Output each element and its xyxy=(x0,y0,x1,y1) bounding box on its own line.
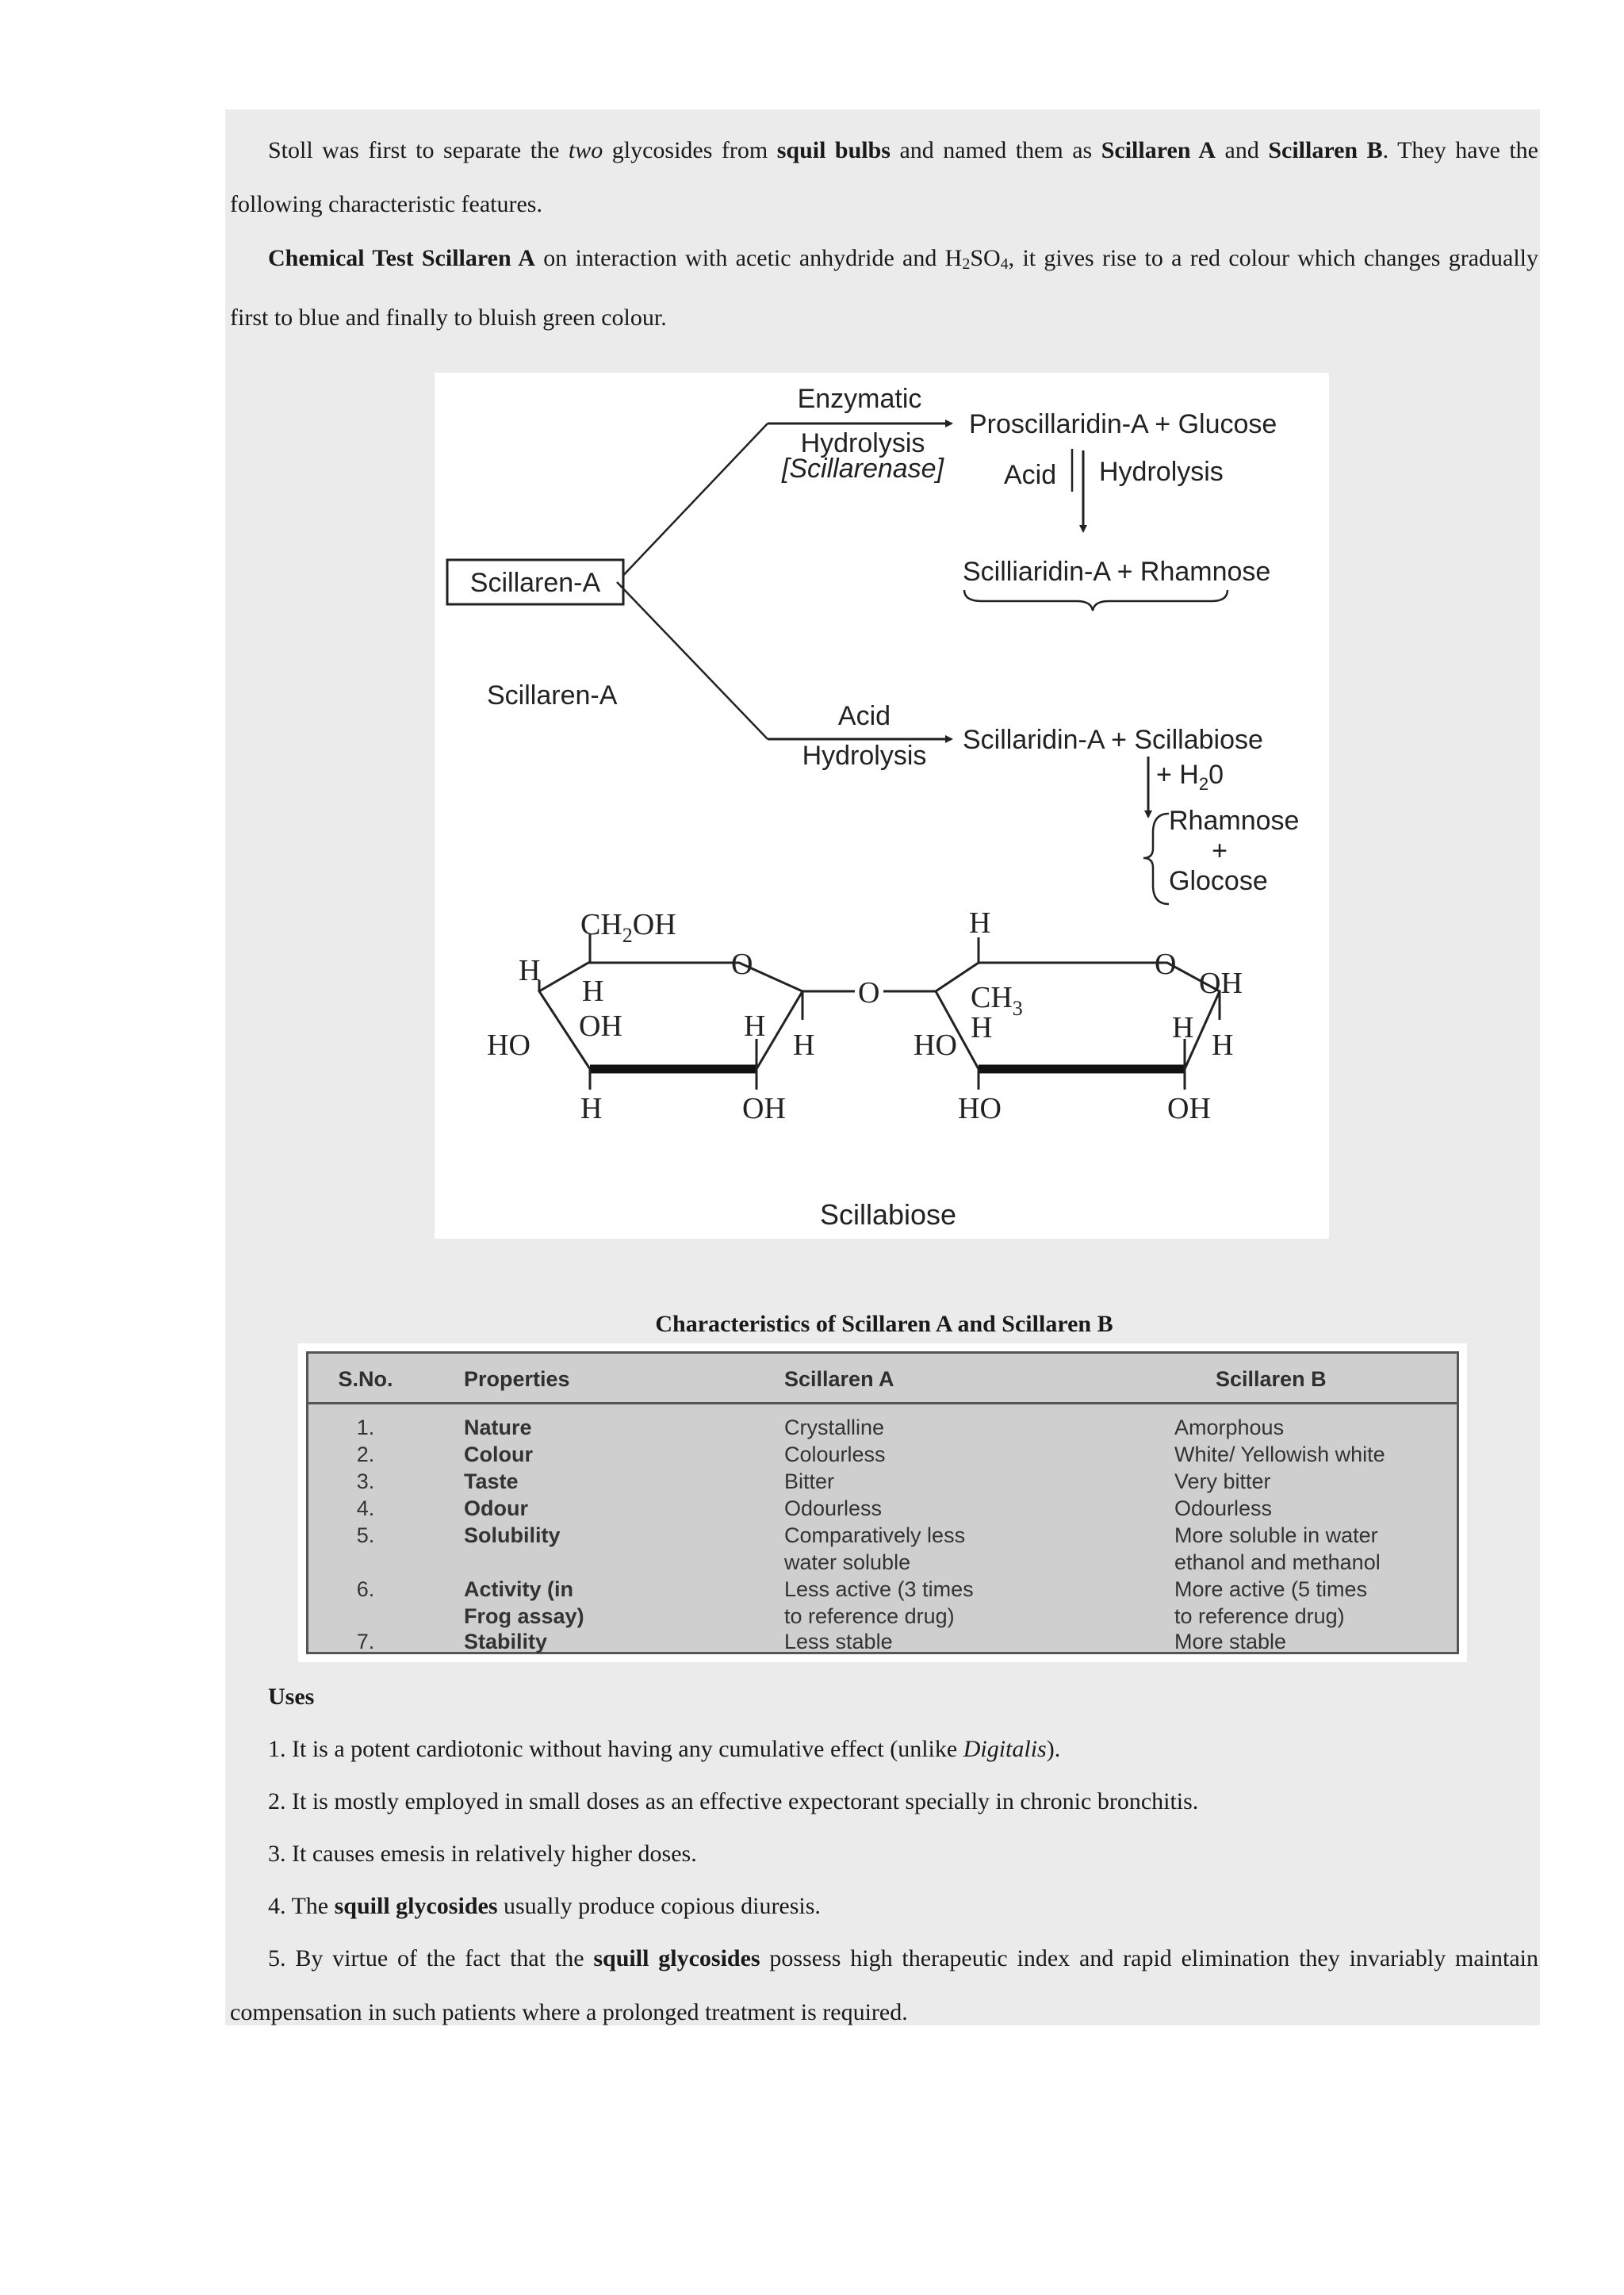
rhamnose-label: Rhamnose xyxy=(1169,806,1300,836)
row-2-scillaren-b: White/ Yellowish white xyxy=(1174,1443,1385,1466)
upper-branch-line xyxy=(617,423,768,582)
hydrolysis-scheme-figure xyxy=(435,373,1329,1239)
row-2-property: Colour xyxy=(464,1443,533,1466)
row-5-scillaren-b: More soluble in water xyxy=(1174,1523,1378,1547)
atom-h-7: H xyxy=(971,1011,993,1044)
atom-h-1: H xyxy=(519,954,541,987)
row-6-scillaren-b-cont: to reference drug) xyxy=(1174,1604,1345,1628)
row-6-scillaren-a: Less active (3 times xyxy=(784,1577,974,1601)
ch2oh-group: $CH_2OH$ xyxy=(580,908,676,947)
products-brace xyxy=(1143,814,1169,904)
row-1-property: Nature xyxy=(464,1416,532,1439)
scillaren-a-box-label: Scillaren-A xyxy=(469,568,601,598)
atom-oh-4: OH xyxy=(1167,1092,1211,1125)
row-7-scillaren-b: More stable xyxy=(1174,1630,1287,1653)
row-6-number: 6. xyxy=(356,1577,375,1601)
scillaridin-scillabiose-label: Scillaridin-A + Scillabiose xyxy=(963,725,1263,755)
atom-oh-3: OH xyxy=(1199,967,1243,1000)
row-6-scillaren-a-cont: to reference drug) xyxy=(784,1604,955,1628)
row-1-number: 1. xyxy=(356,1416,375,1439)
atom-h-9: H xyxy=(1212,1029,1234,1062)
atom-ho-3: HO xyxy=(958,1092,1002,1125)
header-scillaren-b: Scillaren B xyxy=(1216,1367,1327,1391)
use-item-1: 1. It is a potent cardiotonic without having any cumulative effect (unlike Digitalis). xyxy=(268,1736,1061,1762)
scillabiose-structure xyxy=(487,906,1243,1231)
characteristics-table xyxy=(298,1343,1467,1662)
atom-h-3: H xyxy=(744,1010,766,1043)
ch3-group: $CH_3$ xyxy=(971,981,1023,1020)
intro-paragraph-1: Stoll was first to separate the two glycosides from squil bulbs and named them as Scillaren A and Scillaren B. They have the following characteristic features. xyxy=(230,137,1538,217)
atom-ho-1: HO xyxy=(487,1029,530,1062)
hydrolysis-label-3: Hydrolysis xyxy=(802,741,927,771)
header-sno: S.No. xyxy=(338,1367,393,1391)
hydrolysis-label-1: Hydrolysis xyxy=(800,428,925,458)
proscillaridin-glucose-label: Proscillaridin-A + Glucose xyxy=(969,409,1277,439)
lower-branch-line xyxy=(617,582,768,739)
row-5-scillaren-a: Comparatively less xyxy=(784,1523,966,1547)
atom-oh-1: OH xyxy=(579,1010,622,1043)
header-properties: Properties xyxy=(464,1367,570,1391)
uses-heading: Uses xyxy=(268,1684,315,1710)
hydrolysis-scheme-diagram xyxy=(435,373,1329,1239)
table-caption: Characteristics of Scillaren A and Scillaren B xyxy=(655,1311,1113,1337)
plus-label: + xyxy=(1212,836,1228,866)
scilliaridin-rhamnose-label: Scilliaridin-A + Rhamnose xyxy=(963,557,1271,587)
header-scillaren-a: Scillaren A xyxy=(784,1367,894,1391)
product-brace xyxy=(964,590,1228,611)
atom-h-8: H xyxy=(1172,1011,1194,1044)
atom-h-4: H xyxy=(793,1029,815,1062)
atom-oh-2: OH xyxy=(742,1092,786,1125)
row-6-property-cont: Frog assay) xyxy=(464,1604,584,1628)
row-3-scillaren-a: Bitter xyxy=(784,1469,835,1493)
row-2-scillaren-a: Colourless xyxy=(784,1443,886,1466)
glycosidic-oxygen: O xyxy=(858,976,880,1010)
row-5-property: Solubility xyxy=(464,1523,561,1547)
hydrolysis-label-2: Hydrolysis xyxy=(1099,457,1224,487)
use-item-2: 2. It is mostly employed in small doses as an effective expectorant specially in chronic bronchitis. xyxy=(268,1788,1199,1814)
row-6-property: Activity (in xyxy=(464,1577,574,1601)
scillarenase-label: [Scillarenase] xyxy=(781,454,944,484)
row-4-number: 4. xyxy=(356,1496,375,1520)
plus-h2o-label: + $H_20$ xyxy=(1156,760,1224,794)
use-item-5: 5. By virtue of the fact that the squill glycosides possess high therapeutic index and rapid elimination they invariably maintain compensation in such patients where a prolonged treatment is required. xyxy=(230,1945,1539,2025)
acid-label-2: Acid xyxy=(837,701,891,731)
row-4-scillaren-a: Odourless xyxy=(784,1496,883,1520)
row-6-scillaren-b: More active (5 times xyxy=(1174,1577,1368,1601)
use-item-4: 4. The squill glycosides usually produce copious diuresis. xyxy=(268,1893,821,1919)
row-3-scillaren-b: Very bitter xyxy=(1174,1469,1271,1493)
ring-oxygen-1: O xyxy=(731,948,753,981)
ring-oxygen-2: O xyxy=(1155,948,1177,981)
chemical-test-paragraph: Chemical Test Scillaren A on interaction with acetic anhydride and $H_2SO_4$, it gives rise to a red colour which changes gradually first to blue and finally to bluish green colour. xyxy=(230,245,1539,331)
table-header-row xyxy=(308,1354,1457,1404)
glocose-label: Glocose xyxy=(1169,866,1268,896)
row-4-property: Odour xyxy=(464,1496,528,1520)
row-1-scillaren-a: Crystalline xyxy=(784,1416,885,1439)
row-7-property: Stability xyxy=(464,1630,548,1653)
acid-label-1: Acid xyxy=(1004,460,1057,490)
table-body xyxy=(306,1351,1459,1654)
row-4-scillaren-b: Odourless xyxy=(1174,1496,1273,1520)
row-3-property: Taste xyxy=(464,1469,519,1493)
row-3-number: 3. xyxy=(356,1469,375,1493)
row-2-number: 2. xyxy=(356,1443,375,1466)
scillaren-a-label: Scillaren-A xyxy=(487,680,618,711)
row-7-scillaren-a: Less stable xyxy=(784,1630,893,1653)
row-7-number: 7. xyxy=(356,1630,375,1653)
row-5-number: 5. xyxy=(356,1523,375,1547)
atom-ho-2: HO xyxy=(914,1029,957,1062)
atom-h-2: H xyxy=(582,975,604,1008)
enzymatic-label: Enzymatic xyxy=(797,384,922,414)
scillabiose-caption: Scillabiose xyxy=(819,1198,957,1231)
atom-h-6: H xyxy=(969,906,991,940)
use-item-3: 3. It causes emesis in relatively higher doses. xyxy=(268,1841,697,1867)
row-1-scillaren-b: Amorphous xyxy=(1174,1416,1285,1439)
row-5-scillaren-b-cont: ethanol and methanol xyxy=(1174,1550,1381,1574)
row-5-scillaren-a-cont: water soluble xyxy=(784,1550,911,1574)
atom-h-5: H xyxy=(580,1092,603,1125)
